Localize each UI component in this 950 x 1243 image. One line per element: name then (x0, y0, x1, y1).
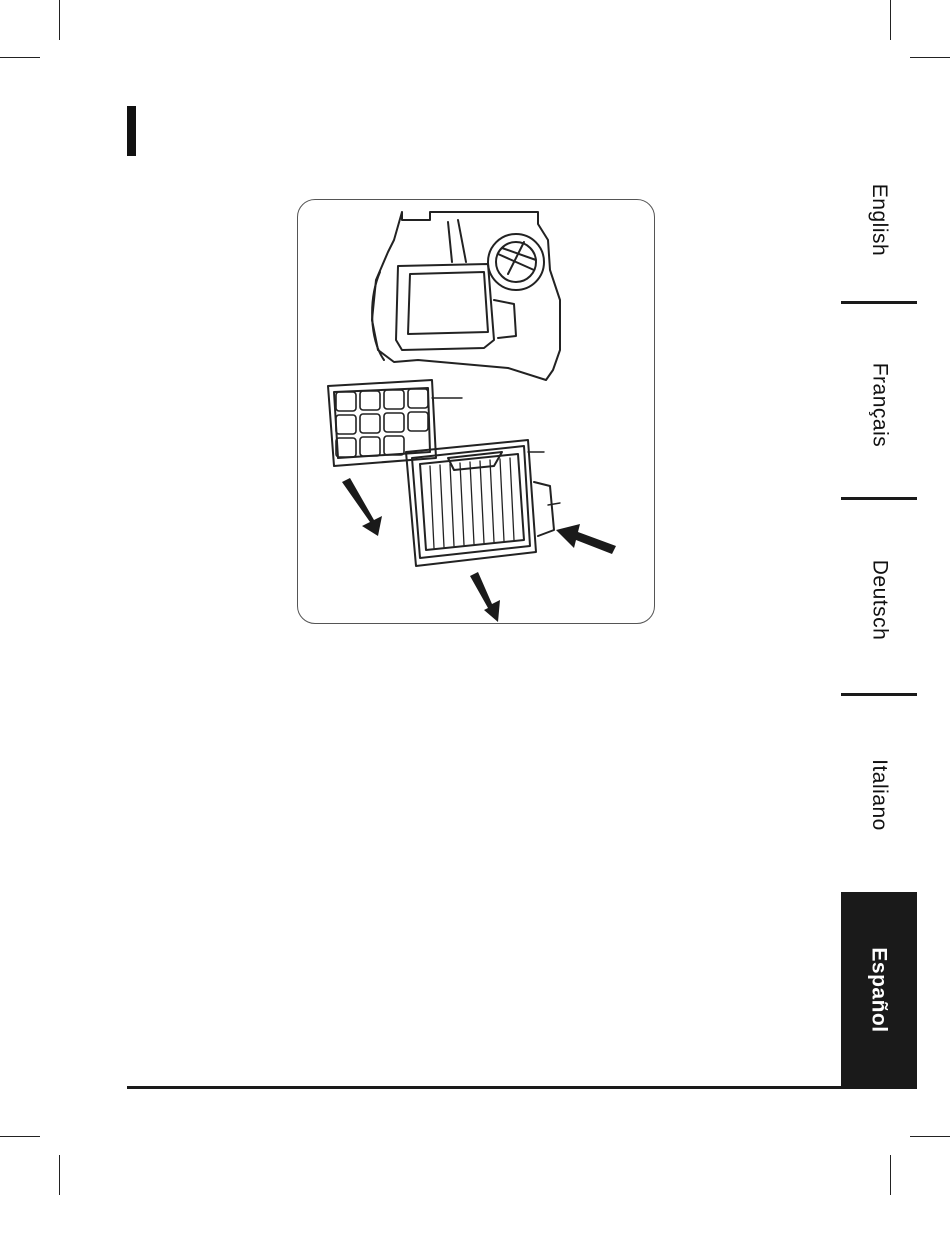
section-marker-bar (127, 106, 136, 156)
vacuum-body-icon (372, 212, 560, 380)
language-tab-francais[interactable] (841, 320, 917, 490)
crop-mark (910, 1136, 950, 1137)
language-tab-label: Deutsch (868, 559, 892, 641)
language-tab-espanol[interactable] (841, 892, 917, 1088)
tab-divider (841, 301, 917, 304)
language-tab-label: Français (868, 362, 891, 448)
language-tab-label: Italiano (868, 759, 891, 831)
bottom-rule (127, 1086, 917, 1089)
crop-mark (890, 1155, 891, 1195)
crop-mark (0, 1136, 40, 1137)
tab-divider (841, 497, 917, 500)
language-tab-deutsch[interactable] (841, 515, 917, 685)
language-tab-english[interactable] (841, 140, 917, 300)
crop-mark (0, 57, 40, 58)
hepa-grid-filter-icon (328, 380, 462, 466)
language-tab-label: English (867, 183, 891, 257)
crop-mark (890, 0, 891, 40)
language-tab-label: Español (868, 947, 891, 1033)
language-tab-italiano[interactable] (841, 710, 917, 880)
arrow-icon (342, 478, 616, 622)
filter-removal-illustration (297, 199, 655, 624)
crop-mark (59, 0, 60, 40)
crop-mark (910, 57, 950, 58)
crop-mark (59, 1155, 60, 1195)
tab-divider (841, 693, 917, 696)
illustration-svg (298, 200, 654, 623)
